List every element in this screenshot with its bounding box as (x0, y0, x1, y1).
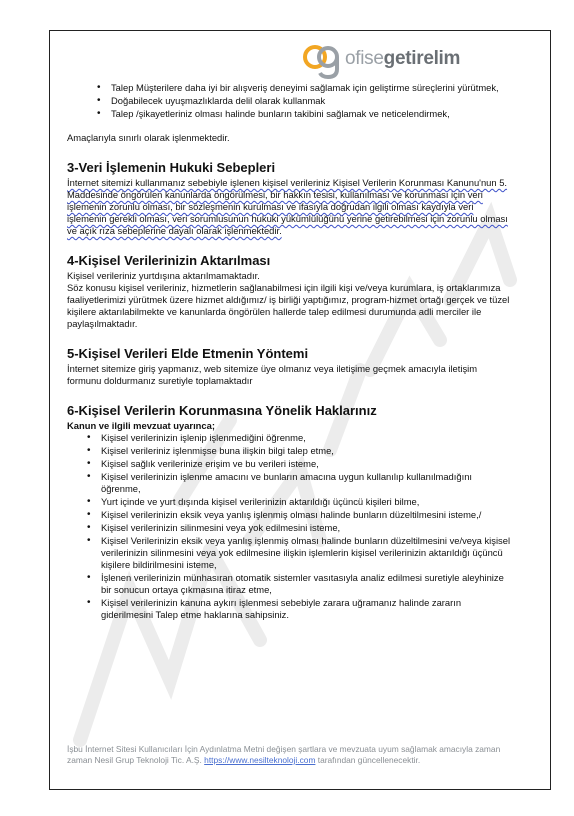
company-website-link[interactable]: https://www.nesilteknoloji.com (204, 755, 316, 765)
section-4-line1: Kişisel verileriniz yurtdışına aktarılmamaktadır. (67, 270, 260, 281)
logo-mark-icon (301, 39, 343, 79)
section-3-body: İnternet sitemizi kullanmanız sebebiyle işlenen kişisel verileriniz Kişisel Verilerin Korunması Kanunu'nun 5. Maddesinde öngörülen kanunlarda öngörülmesi, bir hakkın tesisi, kullanılması ve korunması için veri işlemenin zorunlu olması, bir sözleşmenin kurulması ve ifasıyla doğrudan ilgili olması kaydıyla veri işlemenin gerekli olması, veri sorumlusunun hukuki yükümlülüğünü yerine getirebilmesi için zorunlu olması ve açık rıza sebeplerine dayalı olarak işlenmektedir. (67, 177, 508, 236)
logo-brand-light: ofise (345, 48, 384, 69)
section-5-title: 5-Kişisel Verileri Elde Etmenin Yöntemi (67, 346, 309, 361)
list-item: • Kişisel sağlık verilerinize erişim ve bu verileri isteme, (87, 458, 511, 470)
list-item: • Talep /şikayetleriniz olması halinde bunların takibini sağlamak ve neticelendirmek, (97, 108, 511, 120)
logo-text (345, 48, 460, 70)
list-item: • Kişisel Verilerinizin eksik veya yanlış işlenmiş olması halinde bunların düzeltilmesini ve/veya kişisel verilerinizin silinmesini veya yok edilmesine ilişkin işlemlerin kişisel verilerinizin aktarıldığı üçüncü kişilere bildirilmesini isteme, (87, 535, 511, 571)
section-6-intro: Kanun ve ilgili mevzuat uyarınca; (67, 420, 215, 431)
footer-text-before: İşbu İnternet Sitesi Kullanıcıları İçin Aydınlatma Metni değişen şartlara ve mevzuata uyum sağlamak amacıyla zaman zaman Nesil Grup Teknoloji Tic. A.Ş. (67, 744, 501, 765)
list-item: • Kişisel verilerinizin kanuna aykırı işlenmesi sebebiyle zarara uğramanız halinde zararın giderilmesini Talep etme haklarına sahipsiniz. (87, 597, 511, 621)
list-item: • Kişisel verilerinizin eksik veya yanlış işlenmiş olması halinde bunların düzeltilmesini isteme,/ (87, 509, 511, 521)
list-item: • Kişisel verilerinizin işlenip işlenmediğini öğrenme, (87, 432, 511, 444)
section-6-title: 6-Kişisel Verilerin Korunmasına Yönelik Haklarınız (67, 403, 377, 418)
list-item: • Yurt içinde ve yurt dışında kişisel verilerinizin aktarıldığı üçüncü kişileri bilme, (87, 496, 511, 508)
footer-text-after: tarafından güncellenecektir. (315, 755, 421, 765)
logo (301, 39, 536, 79)
top-bullet-list (67, 82, 511, 120)
section-4-title: 4-Kişisel Verilerinizin Aktarılması (67, 253, 271, 268)
list-item: • Doğabilecek uyuşmazlıklarda delil olarak kullanmak (97, 95, 511, 107)
logo-brand-bold: getirelim (383, 48, 461, 69)
list-item: • Kişisel verilerinizin silinmesini veya yok edilmesini isteme, (87, 522, 511, 534)
rights-list (67, 432, 511, 621)
section-3-title: 3-Veri İşlemenin Hukuki Sebepleri (67, 160, 276, 175)
list-item: • İşlenen verilerinizin münhasıran otomatik sistemler vasıtasıyla analiz edilmesi suretiyle aleyhinize bir sonucun ortaya çıkmasına itiraz etme, (87, 572, 511, 596)
list-item: • Kişisel verilerinizin işlenme amacını ve bunların amacına uygun kullanılıp kullanılmadığını öğrenme, (87, 471, 511, 495)
section-5-body: İnternet sitemize giriş yapmanız, web sitemize üye olmanız veya iletişime geçmek amacıyla iletişim formunu doldurmanız suretiyle toplamaktadır (67, 363, 478, 386)
list-item: • Talep Müşterilere daha iyi bir alışveriş deneyimi sağlamak için geliştirme süreçlerini yürütmek, (97, 82, 511, 94)
list-item: • Kişisel verileriniz işlenmişse buna ilişkin bilgi talep etme, (87, 445, 511, 457)
section-4-body: Söz konusu kişisel verileriniz, hizmetlerin sağlanabilmesi için ilgili kişi ve/veya kurumlara, iş ortaklarımıza faaliyetlerimizi yürütmek üzere hizmet aldığımız/ iş birliği yaptığımız, program-hizmet ortağı gerçek ve tüzel kişilere aktarılabilmekte ve kanunlarda öngörülen hallerde talep edilmesi durumunda adli merciler ile paylaşılmaktadır. (67, 282, 510, 329)
document-body (67, 82, 511, 622)
purpose-text: Amaçlarıyla sınırlı olarak işlenmektedir. (67, 132, 230, 143)
footer-note (67, 744, 507, 766)
